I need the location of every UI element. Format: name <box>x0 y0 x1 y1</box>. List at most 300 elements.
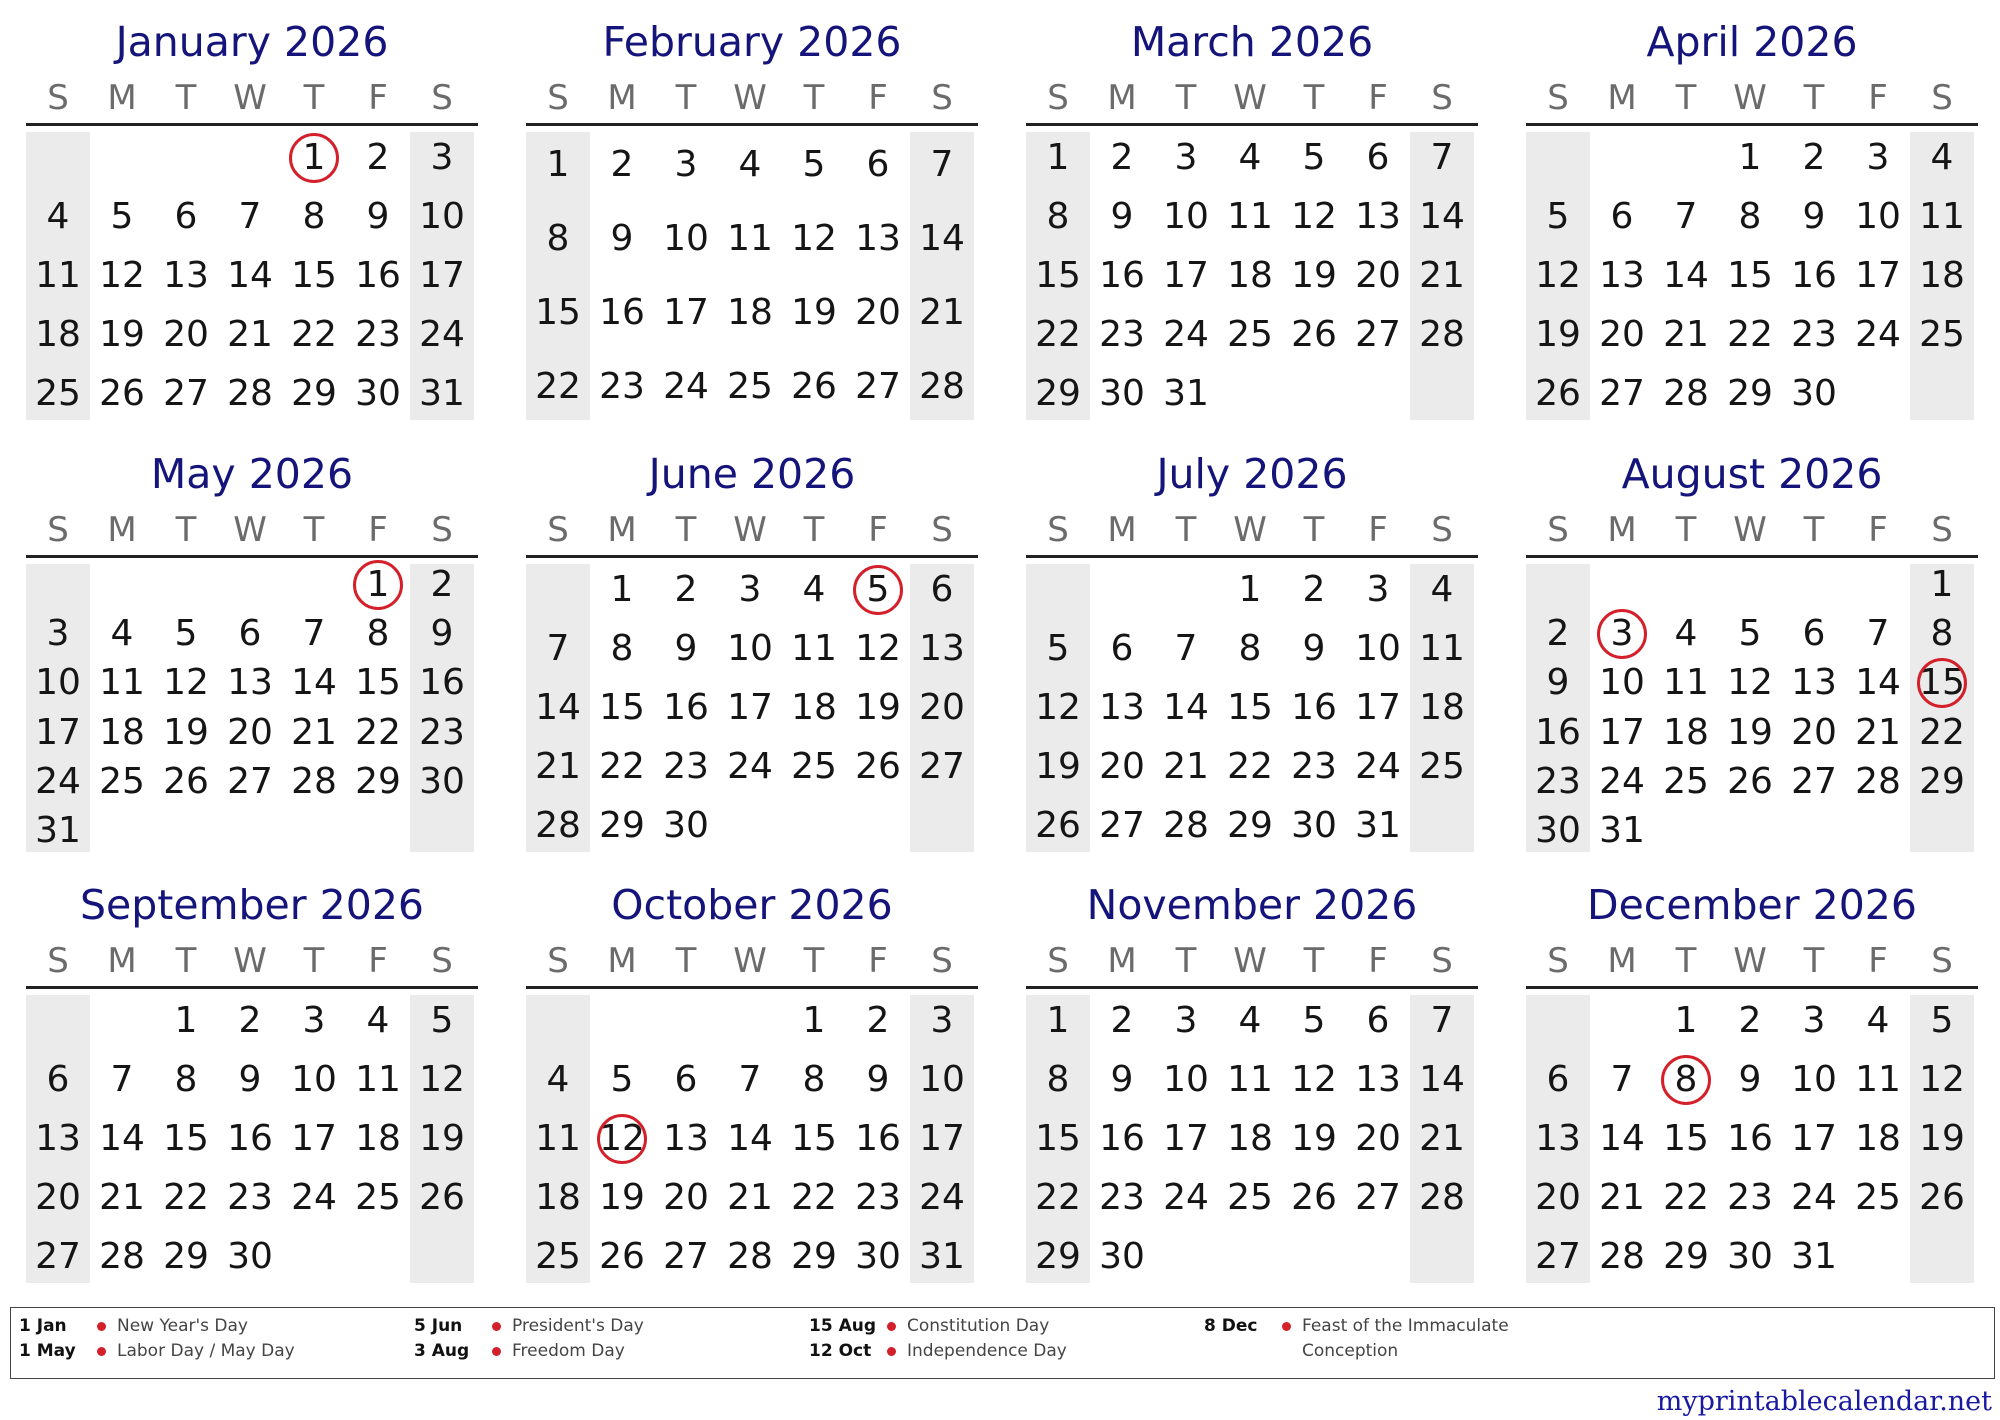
day-cell[interactable]: 27 <box>1099 805 1145 847</box>
day-cell[interactable]: 7 <box>1866 613 1890 654</box>
day-cell[interactable]: 25 <box>1419 746 1465 788</box>
day-cell[interactable]: 2 <box>866 999 890 1041</box>
day-cell[interactable]: 21 <box>1599 1177 1645 1219</box>
day-cell[interactable]: 15 <box>1919 662 1965 704</box>
day-cell[interactable]: 9 <box>1302 627 1326 669</box>
day-cell[interactable]: 29 <box>1035 373 1081 415</box>
day-cell[interactable]: 26 <box>855 746 901 788</box>
day-cell[interactable]: 29 <box>1663 1236 1709 1278</box>
day-cell[interactable]: 19 <box>1919 1118 1965 1159</box>
day-cell[interactable]: 3 <box>674 144 698 185</box>
day-cell[interactable]: 11 <box>99 662 145 704</box>
day-cell[interactable]: 8 <box>174 1058 198 1100</box>
day-cell[interactable]: 18 <box>1919 255 1965 296</box>
day-cell[interactable]: 14 <box>1419 1058 1465 1100</box>
day-cell[interactable]: 28 <box>1419 314 1465 356</box>
day-cell[interactable]: 21 <box>919 292 965 333</box>
day-cell[interactable]: 24 <box>727 746 773 788</box>
day-cell[interactable]: 5 <box>802 144 826 185</box>
day-cell[interactable]: 17 <box>1163 1118 1209 1159</box>
day-cell[interactable]: 11 <box>355 1058 401 1100</box>
day-cell[interactable]: 30 <box>1291 805 1337 847</box>
day-cell[interactable]: 29 <box>1919 761 1965 802</box>
day-cell[interactable]: 14 <box>99 1118 145 1159</box>
day-cell[interactable]: 30 <box>419 761 465 802</box>
day-cell[interactable]: 17 <box>1791 1118 1837 1159</box>
day-cell[interactable]: 18 <box>1227 255 1273 296</box>
day-cell[interactable]: 26 <box>791 366 837 407</box>
day-cell[interactable]: 20 <box>35 1177 81 1219</box>
day-cell[interactable]: 4 <box>1238 999 1262 1041</box>
day-cell[interactable]: 1 <box>1046 999 1070 1041</box>
day-cell[interactable]: 18 <box>535 1177 581 1219</box>
day-cell[interactable]: 5 <box>1302 999 1326 1041</box>
day-cell[interactable]: 31 <box>1791 1236 1837 1278</box>
day-cell[interactable]: 3 <box>302 999 326 1041</box>
day-cell[interactable]: 5 <box>1930 999 1954 1041</box>
day-cell[interactable]: 27 <box>1355 1177 1401 1219</box>
day-cell[interactable]: 30 <box>855 1236 901 1278</box>
day-cell[interactable]: 13 <box>35 1118 81 1159</box>
site-watermark[interactable]: myprintablecalendar.net <box>1656 1386 1992 1417</box>
day-cell[interactable]: 24 <box>1163 314 1209 356</box>
day-cell[interactable]: 8 <box>1930 613 1954 654</box>
day-cell[interactable]: 5 <box>1302 136 1326 178</box>
day-cell[interactable]: 29 <box>163 1236 209 1278</box>
day-cell[interactable]: 22 <box>535 366 581 407</box>
day-cell[interactable]: 18 <box>1419 687 1465 728</box>
day-cell[interactable]: 5 <box>1738 613 1762 654</box>
day-cell[interactable]: 4 <box>802 568 826 610</box>
day-cell[interactable]: 26 <box>419 1177 465 1219</box>
day-cell[interactable]: 1 <box>1046 136 1070 178</box>
day-cell[interactable]: 14 <box>1855 662 1901 704</box>
day-cell[interactable]: 26 <box>1919 1177 1965 1219</box>
day-cell[interactable]: 17 <box>1355 687 1401 728</box>
day-cell[interactable]: 2 <box>430 563 454 605</box>
day-cell[interactable]: 10 <box>35 662 81 704</box>
day-cell[interactable]: 30 <box>355 373 401 415</box>
day-cell[interactable]: 13 <box>1535 1118 1581 1159</box>
day-cell[interactable]: 8 <box>1046 195 1070 237</box>
day-cell[interactable]: 30 <box>1791 373 1837 415</box>
day-cell[interactable]: 25 <box>35 373 81 415</box>
day-cell[interactable]: 6 <box>238 613 262 654</box>
day-cell[interactable]: 24 <box>419 314 465 356</box>
day-cell[interactable]: 6 <box>1546 1058 1570 1100</box>
day-cell[interactable]: 27 <box>1599 373 1645 415</box>
day-cell[interactable]: 7 <box>546 627 570 669</box>
day-cell[interactable]: 5 <box>1046 627 1070 669</box>
day-cell[interactable]: 9 <box>674 627 698 669</box>
day-cell[interactable]: 3 <box>1174 136 1198 178</box>
day-cell[interactable]: 7 <box>302 613 326 654</box>
day-cell[interactable]: 18 <box>99 711 145 753</box>
day-cell[interactable]: 23 <box>1291 746 1337 788</box>
day-cell[interactable]: 9 <box>366 195 390 237</box>
day-cell[interactable]: 23 <box>1099 314 1145 356</box>
day-cell[interactable]: 16 <box>663 687 709 728</box>
day-cell[interactable]: 14 <box>535 687 581 728</box>
day-cell[interactable]: 29 <box>355 761 401 802</box>
day-cell[interactable]: 26 <box>1535 373 1581 415</box>
day-cell[interactable]: 16 <box>419 662 465 704</box>
day-cell[interactable]: 22 <box>1663 1177 1709 1219</box>
day-cell[interactable]: 14 <box>1163 687 1209 728</box>
day-cell[interactable]: 14 <box>1419 195 1465 237</box>
day-cell[interactable]: 28 <box>1855 761 1901 802</box>
day-cell[interactable]: 23 <box>1099 1177 1145 1219</box>
day-cell[interactable]: 8 <box>1046 1058 1070 1100</box>
day-cell[interactable]: 27 <box>227 761 273 802</box>
day-cell[interactable]: 19 <box>163 711 209 753</box>
day-cell[interactable]: 26 <box>99 373 145 415</box>
day-cell[interactable]: 16 <box>599 292 645 333</box>
day-cell[interactable]: 27 <box>1535 1236 1581 1278</box>
day-cell[interactable]: 28 <box>919 366 965 407</box>
day-cell[interactable]: 15 <box>1727 255 1773 296</box>
day-cell[interactable]: 8 <box>1738 195 1762 237</box>
day-cell[interactable]: 1 <box>1674 999 1698 1041</box>
day-cell[interactable]: 30 <box>1099 1236 1145 1278</box>
day-cell[interactable]: 29 <box>1035 1236 1081 1278</box>
day-cell[interactable]: 25 <box>727 366 773 407</box>
day-cell[interactable]: 26 <box>1727 761 1773 802</box>
day-cell[interactable]: 20 <box>1355 1118 1401 1159</box>
day-cell[interactable]: 5 <box>866 568 890 610</box>
day-cell[interactable]: 6 <box>674 1058 698 1100</box>
day-cell[interactable]: 9 <box>1110 1058 1134 1100</box>
day-cell[interactable]: 17 <box>1599 711 1645 753</box>
day-cell[interactable]: 11 <box>1663 662 1709 704</box>
day-cell[interactable]: 15 <box>1035 1118 1081 1159</box>
day-cell[interactable]: 13 <box>663 1118 709 1159</box>
day-cell[interactable]: 15 <box>599 687 645 728</box>
day-cell[interactable]: 21 <box>1855 711 1901 753</box>
day-cell[interactable]: 27 <box>1355 314 1401 356</box>
day-cell[interactable]: 21 <box>99 1177 145 1219</box>
day-cell[interactable]: 19 <box>1291 1118 1337 1159</box>
day-cell[interactable]: 13 <box>919 627 965 669</box>
day-cell[interactable]: 17 <box>419 255 465 296</box>
day-cell[interactable]: 20 <box>1791 711 1837 753</box>
day-cell[interactable]: 7 <box>1430 136 1454 178</box>
day-cell[interactable]: 19 <box>1035 746 1081 788</box>
day-cell[interactable]: 12 <box>1291 1058 1337 1100</box>
day-cell[interactable]: 22 <box>163 1177 209 1219</box>
day-cell[interactable]: 30 <box>1099 373 1145 415</box>
day-cell[interactable]: 2 <box>238 999 262 1041</box>
day-cell[interactable]: 21 <box>227 314 273 356</box>
day-cell[interactable]: 20 <box>855 292 901 333</box>
day-cell[interactable]: 10 <box>291 1058 337 1100</box>
day-cell[interactable]: 24 <box>1599 761 1645 802</box>
day-cell[interactable]: 1 <box>802 999 826 1041</box>
day-cell[interactable]: 22 <box>1727 314 1773 356</box>
day-cell[interactable]: 10 <box>1855 195 1901 237</box>
day-cell[interactable]: 10 <box>1599 662 1645 704</box>
day-cell[interactable]: 23 <box>419 711 465 753</box>
day-cell[interactable]: 28 <box>535 805 581 847</box>
day-cell[interactable]: 5 <box>174 613 198 654</box>
day-cell[interactable]: 19 <box>99 314 145 356</box>
day-cell[interactable]: 7 <box>930 144 954 185</box>
day-cell[interactable]: 22 <box>1227 746 1273 788</box>
day-cell[interactable]: 30 <box>227 1236 273 1278</box>
day-cell[interactable]: 13 <box>163 255 209 296</box>
day-cell[interactable]: 3 <box>1802 999 1826 1041</box>
day-cell[interactable]: 13 <box>1791 662 1837 704</box>
day-cell[interactable]: 1 <box>302 136 326 178</box>
day-cell[interactable]: 20 <box>1099 746 1145 788</box>
day-cell[interactable]: 22 <box>1035 1177 1081 1219</box>
day-cell[interactable]: 11 <box>1855 1058 1901 1100</box>
day-cell[interactable]: 15 <box>355 662 401 704</box>
day-cell[interactable]: 15 <box>1035 255 1081 296</box>
day-cell[interactable]: 9 <box>1546 662 1570 704</box>
day-cell[interactable]: 20 <box>919 687 965 728</box>
day-cell[interactable]: 26 <box>1035 805 1081 847</box>
day-cell[interactable]: 19 <box>1727 711 1773 753</box>
day-cell[interactable]: 4 <box>1674 613 1698 654</box>
day-cell[interactable]: 9 <box>610 218 634 259</box>
day-cell[interactable]: 28 <box>1663 373 1709 415</box>
day-cell[interactable]: 31 <box>919 1236 965 1278</box>
day-cell[interactable]: 20 <box>1355 255 1401 296</box>
day-cell[interactable]: 18 <box>1227 1118 1273 1159</box>
day-cell[interactable]: 24 <box>1163 1177 1209 1219</box>
day-cell[interactable]: 10 <box>419 195 465 237</box>
day-cell[interactable]: 29 <box>599 805 645 847</box>
day-cell[interactable]: 31 <box>1599 810 1645 852</box>
day-cell[interactable]: 27 <box>163 373 209 415</box>
day-cell[interactable]: 7 <box>738 1058 762 1100</box>
day-cell[interactable]: 23 <box>1791 314 1837 356</box>
day-cell[interactable]: 7 <box>1430 999 1454 1041</box>
day-cell[interactable]: 16 <box>855 1118 901 1159</box>
day-cell[interactable]: 23 <box>599 366 645 407</box>
day-cell[interactable]: 26 <box>1291 314 1337 356</box>
day-cell[interactable]: 25 <box>1663 761 1709 802</box>
day-cell[interactable]: 17 <box>35 711 81 753</box>
day-cell[interactable]: 1 <box>610 568 634 610</box>
day-cell[interactable]: 16 <box>1291 687 1337 728</box>
day-cell[interactable]: 4 <box>546 1058 570 1100</box>
day-cell[interactable]: 14 <box>1599 1118 1645 1159</box>
day-cell[interactable]: 6 <box>866 144 890 185</box>
day-cell[interactable]: 2 <box>674 568 698 610</box>
day-cell[interactable]: 11 <box>727 218 773 259</box>
day-cell[interactable]: 18 <box>791 687 837 728</box>
day-cell[interactable]: 9 <box>430 613 454 654</box>
day-cell[interactable]: 4 <box>738 144 762 185</box>
day-cell[interactable]: 23 <box>1727 1177 1773 1219</box>
day-cell[interactable]: 28 <box>1163 805 1209 847</box>
day-cell[interactable]: 29 <box>791 1236 837 1278</box>
day-cell[interactable]: 5 <box>430 999 454 1041</box>
day-cell[interactable]: 9 <box>1110 195 1134 237</box>
day-cell[interactable]: 18 <box>355 1118 401 1159</box>
day-cell[interactable]: 2 <box>1546 613 1570 654</box>
day-cell[interactable]: 6 <box>1366 136 1390 178</box>
day-cell[interactable]: 11 <box>535 1118 581 1159</box>
day-cell[interactable]: 25 <box>1855 1177 1901 1219</box>
day-cell[interactable]: 12 <box>163 662 209 704</box>
day-cell[interactable]: 6 <box>1366 999 1390 1041</box>
day-cell[interactable]: 28 <box>1419 1177 1465 1219</box>
day-cell[interactable]: 11 <box>1227 195 1273 237</box>
day-cell[interactable]: 27 <box>35 1236 81 1278</box>
day-cell[interactable]: 24 <box>1355 746 1401 788</box>
day-cell[interactable]: 8 <box>302 195 326 237</box>
day-cell[interactable]: 9 <box>238 1058 262 1100</box>
day-cell[interactable]: 1 <box>1738 136 1762 178</box>
day-cell[interactable]: 31 <box>35 810 81 852</box>
day-cell[interactable]: 12 <box>855 627 901 669</box>
day-cell[interactable]: 6 <box>1110 627 1134 669</box>
day-cell[interactable]: 13 <box>855 218 901 259</box>
day-cell[interactable]: 22 <box>791 1177 837 1219</box>
day-cell[interactable]: 16 <box>355 255 401 296</box>
day-cell[interactable]: 10 <box>1791 1058 1837 1100</box>
day-cell[interactable]: 4 <box>46 195 70 237</box>
day-cell[interactable]: 11 <box>35 255 81 296</box>
day-cell[interactable]: 14 <box>919 218 965 259</box>
day-cell[interactable]: 15 <box>791 1118 837 1159</box>
day-cell[interactable]: 17 <box>727 687 773 728</box>
day-cell[interactable]: 24 <box>1791 1177 1837 1219</box>
day-cell[interactable]: 7 <box>1174 627 1198 669</box>
day-cell[interactable]: 7 <box>1610 1058 1634 1100</box>
day-cell[interactable]: 20 <box>1599 314 1645 356</box>
day-cell[interactable]: 16 <box>1099 255 1145 296</box>
day-cell[interactable]: 14 <box>291 662 337 704</box>
day-cell[interactable]: 3 <box>46 613 70 654</box>
day-cell[interactable]: 25 <box>791 746 837 788</box>
day-cell[interactable]: 10 <box>1355 627 1401 669</box>
day-cell[interactable]: 22 <box>599 746 645 788</box>
day-cell[interactable]: 16 <box>227 1118 273 1159</box>
day-cell[interactable]: 13 <box>1355 195 1401 237</box>
day-cell[interactable]: 9 <box>1802 195 1826 237</box>
day-cell[interactable]: 21 <box>291 711 337 753</box>
day-cell[interactable]: 1 <box>1930 563 1954 605</box>
day-cell[interactable]: 16 <box>1791 255 1837 296</box>
day-cell[interactable]: 8 <box>546 218 570 259</box>
day-cell[interactable]: 2 <box>1110 136 1134 178</box>
day-cell[interactable]: 6 <box>1802 613 1826 654</box>
day-cell[interactable]: 26 <box>1291 1177 1337 1219</box>
day-cell[interactable]: 30 <box>663 805 709 847</box>
day-cell[interactable]: 3 <box>1866 136 1890 178</box>
day-cell[interactable]: 21 <box>1663 314 1709 356</box>
day-cell[interactable]: 4 <box>110 613 134 654</box>
day-cell[interactable]: 18 <box>35 314 81 356</box>
day-cell[interactable]: 15 <box>163 1118 209 1159</box>
day-cell[interactable]: 15 <box>1663 1118 1709 1159</box>
day-cell[interactable]: 25 <box>1919 314 1965 356</box>
day-cell[interactable]: 25 <box>99 761 145 802</box>
day-cell[interactable]: 3 <box>1174 999 1198 1041</box>
day-cell[interactable]: 22 <box>355 711 401 753</box>
day-cell[interactable]: 1 <box>546 144 570 185</box>
day-cell[interactable]: 23 <box>227 1177 273 1219</box>
day-cell[interactable]: 13 <box>1355 1058 1401 1100</box>
day-cell[interactable]: 2 <box>610 144 634 185</box>
day-cell[interactable]: 7 <box>1674 195 1698 237</box>
day-cell[interactable]: 4 <box>1430 568 1454 610</box>
day-cell[interactable]: 5 <box>1546 195 1570 237</box>
day-cell[interactable]: 12 <box>1535 255 1581 296</box>
day-cell[interactable]: 19 <box>1291 255 1337 296</box>
day-cell[interactable]: 15 <box>535 292 581 333</box>
day-cell[interactable]: 17 <box>1163 255 1209 296</box>
day-cell[interactable]: 3 <box>930 999 954 1041</box>
day-cell[interactable]: 6 <box>1610 195 1634 237</box>
day-cell[interactable]: 20 <box>163 314 209 356</box>
day-cell[interactable]: 8 <box>1238 627 1262 669</box>
day-cell[interactable]: 4 <box>1866 999 1890 1041</box>
day-cell[interactable]: 9 <box>1738 1058 1762 1100</box>
day-cell[interactable]: 31 <box>1355 805 1401 847</box>
day-cell[interactable]: 16 <box>1727 1118 1773 1159</box>
day-cell[interactable]: 17 <box>291 1118 337 1159</box>
day-cell[interactable]: 28 <box>99 1236 145 1278</box>
day-cell[interactable]: 8 <box>802 1058 826 1100</box>
day-cell[interactable]: 29 <box>1727 373 1773 415</box>
day-cell[interactable]: 17 <box>663 292 709 333</box>
day-cell[interactable]: 15 <box>1227 687 1273 728</box>
day-cell[interactable]: 4 <box>1930 136 1954 178</box>
day-cell[interactable]: 22 <box>1919 711 1965 753</box>
day-cell[interactable]: 18 <box>1855 1118 1901 1159</box>
day-cell[interactable]: 19 <box>599 1177 645 1219</box>
day-cell[interactable]: 25 <box>535 1236 581 1278</box>
day-cell[interactable]: 21 <box>727 1177 773 1219</box>
day-cell[interactable]: 11 <box>1919 195 1965 237</box>
day-cell[interactable]: 10 <box>663 218 709 259</box>
day-cell[interactable]: 22 <box>291 314 337 356</box>
day-cell[interactable]: 28 <box>291 761 337 802</box>
day-cell[interactable]: 9 <box>866 1058 890 1100</box>
day-cell[interactable]: 25 <box>1227 314 1273 356</box>
day-cell[interactable]: 6 <box>174 195 198 237</box>
day-cell[interactable]: 24 <box>919 1177 965 1219</box>
day-cell[interactable]: 17 <box>919 1118 965 1159</box>
day-cell[interactable]: 10 <box>919 1058 965 1100</box>
day-cell[interactable]: 22 <box>1035 314 1081 356</box>
day-cell[interactable]: 8 <box>610 627 634 669</box>
day-cell[interactable]: 4 <box>366 999 390 1041</box>
day-cell[interactable]: 6 <box>930 568 954 610</box>
day-cell[interactable]: 19 <box>419 1118 465 1159</box>
day-cell[interactable]: 26 <box>599 1236 645 1278</box>
day-cell[interactable]: 26 <box>163 761 209 802</box>
day-cell[interactable]: 11 <box>1227 1058 1273 1100</box>
day-cell[interactable]: 31 <box>419 373 465 415</box>
day-cell[interactable]: 20 <box>227 711 273 753</box>
day-cell[interactable]: 16 <box>1099 1118 1145 1159</box>
day-cell[interactable]: 13 <box>1599 255 1645 296</box>
day-cell[interactable]: 7 <box>238 195 262 237</box>
day-cell[interactable]: 7 <box>110 1058 134 1100</box>
day-cell[interactable]: 2 <box>1110 999 1134 1041</box>
day-cell[interactable]: 14 <box>727 1118 773 1159</box>
day-cell[interactable]: 27 <box>855 366 901 407</box>
day-cell[interactable]: 24 <box>1855 314 1901 356</box>
day-cell[interactable]: 12 <box>99 255 145 296</box>
day-cell[interactable]: 17 <box>1855 255 1901 296</box>
